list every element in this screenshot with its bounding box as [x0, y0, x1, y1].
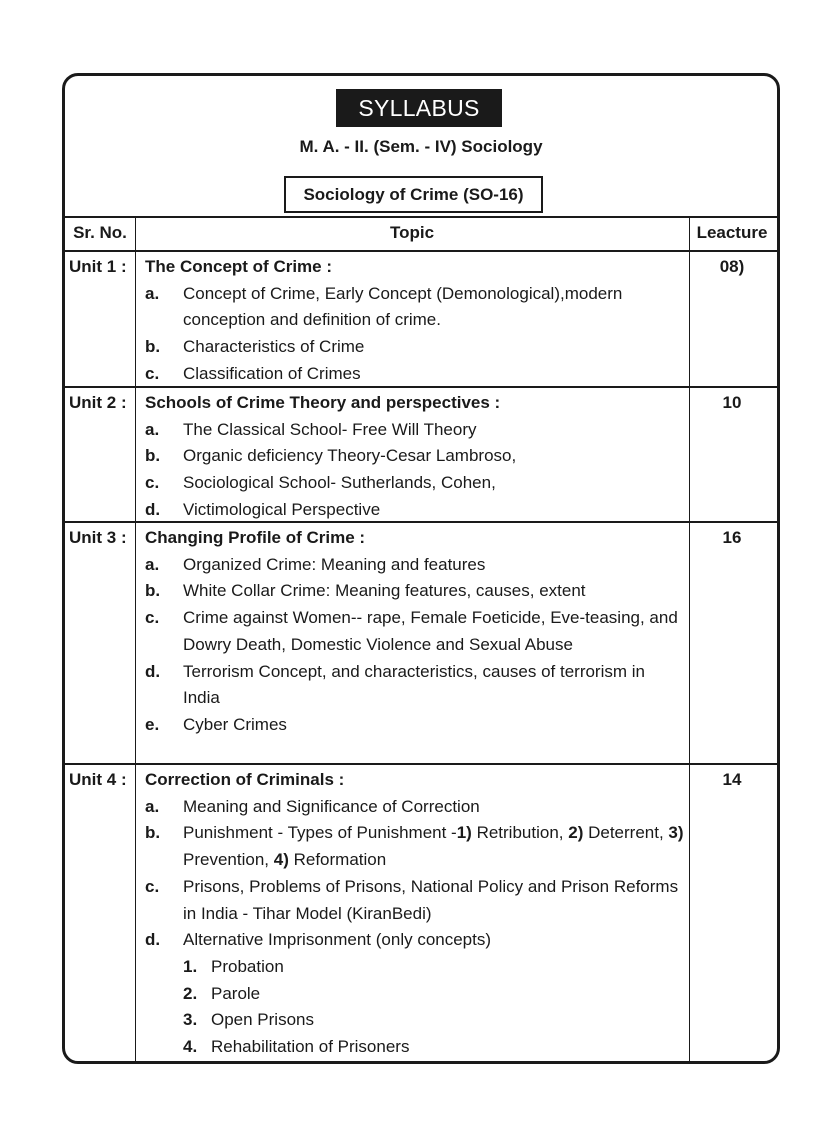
sub-item-text: Open Prisons: [211, 1010, 314, 1030]
unit-row: [65, 523, 777, 765]
item-text: Alternative Imprisonment (only concepts): [183, 930, 492, 950]
topic-item: [145, 361, 685, 388]
topic-item: [145, 417, 685, 444]
item-marker: c.: [145, 363, 160, 383]
item-marker: d.: [145, 930, 161, 950]
unit-lectures: 16: [722, 528, 742, 547]
unit-label: Unit 4 :: [69, 770, 127, 789]
item-text: Organized Crime: Meaning and features: [183, 554, 486, 574]
topic-item: [145, 794, 685, 821]
item-marker: a.: [145, 796, 160, 816]
topic-item: [145, 578, 685, 605]
unit-topics: [145, 252, 685, 388]
sub-item: [183, 1034, 685, 1061]
unit-row: [65, 252, 777, 388]
unit-title: Changing Profile of Crime :: [145, 528, 366, 547]
sub-item-marker: 1.: [183, 956, 198, 976]
item-text: Crime against Women-- rape, Female Foeticide, Eve-teasing, and Dowry Death, Domestic Violence and Sexual Abuse: [183, 608, 678, 654]
paper-title: Sociology of Crime (SO-16): [284, 176, 543, 213]
topic-item: [145, 443, 685, 470]
item-marker: c.: [145, 608, 160, 628]
item-text: The Classical School- Free Will Theory: [183, 419, 477, 439]
item-text: Meaning and Significance of Correction: [183, 796, 480, 816]
sub-item: [183, 981, 685, 1008]
unit-topics: [145, 388, 685, 524]
item-text: Sociological School- Sutherlands, Cohen,: [183, 473, 496, 493]
sub-item-marker: 3.: [183, 1010, 198, 1030]
topic-item: [145, 927, 685, 954]
item-marker: a.: [145, 283, 160, 303]
unit-row: [65, 388, 777, 523]
sub-item-text: Rehabilitation of Prisoners: [211, 1037, 410, 1057]
item-text: Classification of Crimes: [183, 363, 361, 383]
item-text: Organic deficiency Theory-Cesar Lambroso,: [183, 446, 517, 466]
unit-title: Correction of Criminals :: [145, 770, 345, 789]
topic-item: [145, 470, 685, 497]
item-marker: d.: [145, 499, 161, 519]
syllabus-frame: [62, 73, 780, 1064]
item-marker: b.: [145, 446, 161, 466]
topic-item: [145, 334, 685, 361]
course-name: M. A. - II. (Sem. - IV) Sociology: [299, 137, 543, 156]
item-text: Terrorism Concept, and characteristics, causes of terrorism in India: [183, 661, 645, 708]
unit-label: Unit 2 :: [69, 393, 127, 412]
item-text: Prisons, Problems of Prisons, National Policy and Prison Reforms in India - Tihar Model (KiranBedi): [183, 876, 679, 923]
topic-item: [145, 605, 685, 658]
item-marker: e.: [145, 714, 160, 734]
item-marker: c.: [145, 473, 160, 493]
item-text: Victimological Perspective: [183, 499, 381, 519]
item-marker: d.: [145, 661, 161, 681]
unit-lectures: 10: [722, 393, 742, 412]
column-header-lectures: Leacture: [696, 223, 768, 242]
unit-lectures: 08): [719, 257, 745, 276]
syllabus-title: SYLLABUS: [336, 89, 502, 127]
sub-item: [183, 1007, 685, 1034]
sub-item: [183, 954, 685, 981]
column-header-topic: Topic: [389, 223, 435, 242]
topic-item: [145, 281, 685, 334]
topic-item: [145, 497, 685, 524]
sub-item-text: Probation: [211, 956, 284, 976]
unit-label: Unit 3 :: [69, 528, 127, 547]
item-text: White Collar Crime: Meaning features, causes, extent: [183, 581, 586, 601]
sub-item-text: Parole: [211, 983, 261, 1003]
item-marker: a.: [145, 419, 160, 439]
item-text: Cyber Crimes: [183, 714, 287, 734]
item-marker: b.: [145, 823, 161, 843]
table-header: [65, 216, 777, 252]
item-marker: b.: [145, 337, 161, 357]
syllabus-header: [65, 76, 777, 216]
unit-topics: [145, 523, 685, 739]
item-marker: c.: [145, 876, 160, 896]
unit-topics: [145, 765, 685, 1061]
unit-lectures: 14: [722, 770, 742, 789]
item-marker: b.: [145, 581, 161, 601]
unit-title: Schools of Crime Theory and perspectives :: [145, 393, 501, 412]
sub-item-marker: 4.: [183, 1037, 198, 1057]
unit-row: [65, 765, 777, 1064]
unit-label: Unit 1 :: [69, 257, 127, 276]
topic-item: [145, 820, 685, 873]
column-header-sr-no: Sr. No.: [73, 223, 127, 242]
item-marker: a.: [145, 554, 160, 574]
item-text: Punishment - Types of Punishment -1) Retribution, 2) Deterrent, 3) Prevention, 4) Reformation: [183, 823, 684, 870]
item-text: Concept of Crime, Early Concept (Demonological),modern conception and definition of crime.: [183, 283, 623, 330]
topic-item: [145, 659, 685, 712]
topic-item: [145, 552, 685, 579]
sub-item-marker: 2.: [183, 983, 198, 1003]
item-text: Characteristics of Crime: [183, 337, 365, 357]
topic-item: [145, 712, 685, 739]
unit-title: The Concept of Crime :: [145, 257, 333, 276]
topic-item: [145, 874, 685, 927]
